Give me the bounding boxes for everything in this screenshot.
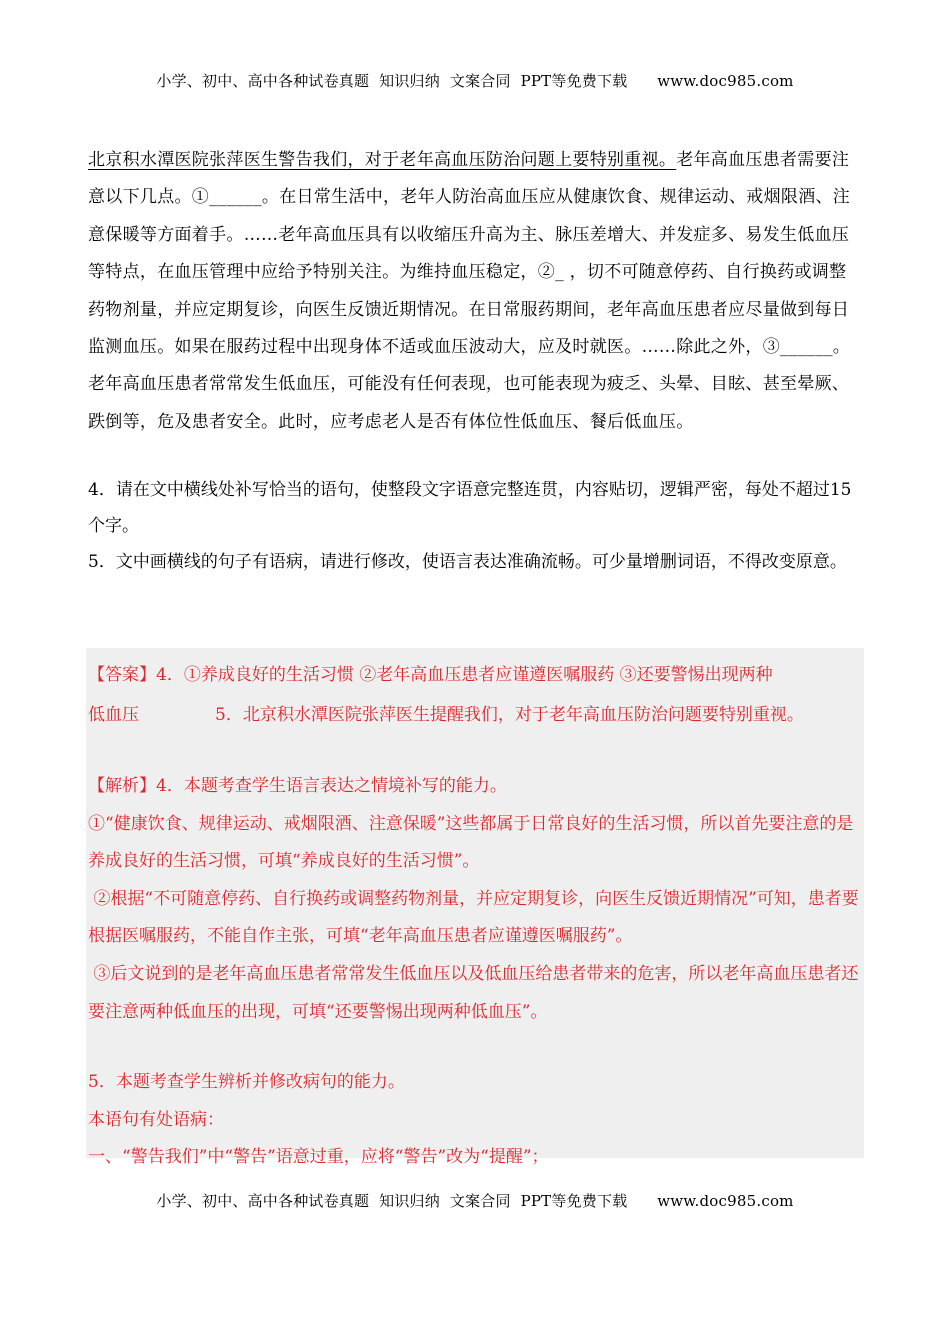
answer-line-2: [88, 695, 878, 735]
underlined-sentence: 北京积水潭医院张萍医生警告我们，对于老年高血压防治问题上要特别重视。: [88, 150, 677, 170]
answer-q5: 5．北京积水潭医院张萍医生提醒我们，对于老年高血压防治问题要特别重视。: [215, 705, 804, 725]
analysis-point-1: ①“健康饮食、规律运动、戒烟限酒、注意保暖”这些都属于日常良好的生活习惯，所以首先要注意的是养成良好的生活习惯，可填“养成良好的生活习惯”。: [88, 813, 854, 872]
analysis-point-2: ②根据“不可随意停药、自行换药或调整药物剂量，并应定期复诊，向医生反馈近期情况”可知，患者要根据医嘱服药，不能自作主张，可填“老年高血压患者应谨遵医嘱服药”。: [88, 888, 859, 947]
questions: [88, 472, 868, 580]
reading-passage: [88, 142, 863, 441]
question-5: 5．文中画横线的句子有语病，请进行修改，使语言表达准确流畅。可少量增删词语，不得改变原意。: [88, 552, 847, 572]
answer-line-2-start: 低血压: [88, 705, 139, 725]
page-header: 小学、初中、高中各种试卷真题 知识归纳 文案合同 PPT等免费下载 www.doc985.com: [156, 72, 794, 90]
question-4: 4．请在文中横线处补写恰当的语句，使整段文字语意完整连贯，内容贴切，逻辑严密，每处不超过15个字。: [88, 480, 852, 536]
passage-text: [88, 142, 863, 441]
analysis-section: [88, 768, 866, 1177]
answer-section: [88, 655, 878, 735]
page-footer: 小学、初中、高中各种试卷真题 知识归纳 文案合同 PPT等免费下载 www.doc985.com: [156, 1192, 794, 1210]
analysis-point-3: ③后文说到的是老年高血压患者常常发生低血压以及低血压给患者带来的危害，所以老年高血压患者还要注意两种低血压的出现，可填“还要警惕出现两种低血压”。: [88, 963, 859, 1022]
analysis-q5-item-1: 一、“警告我们”中“警告”语意过重，应将“警告”改为“提醒”；: [88, 1147, 549, 1168]
passage-body: 老年高血压患者需要注意以下几点。①______。在日常生活中，老年人防治高血压应从健康饮食、规律运动、戒烟限酒、注意保暖等方面着手。……老年高血压具有以收缩压升高为主、脉压差增大、并发症多、易发生低血压等特点，在血压管理中应给予特别关注。为维持血压稳定，②_ ，切不可随意停药、自行换药或调整药物剂量，并应定期复诊，向医生反馈近期情况。在日常服药期间，老年高血压患者应尽量做到每日监测血压。如果在服药过程中出现身体不适或血压波动大，应及时就医。……除此之外，③______。老年高血压患者常常发生低血压，可能没有任何表现，也可能表现为疲乏、头晕、目眩、甚至晕厥、跌倒等，危及患者安全。此时，应考虑老人是否有体位性低血压、餐后低血压。: [88, 150, 851, 432]
answer-line-1: 【答案】4．①养成良好的生活习惯 ②老年高血压患者应谨遵医嘱服药 ③还要警惕出现两种: [88, 665, 773, 685]
analysis-q5-title: 5．本题考查学生辨析并修改病句的能力。: [88, 1072, 405, 1093]
analysis-q5-intro: 本语句有处语病：: [88, 1109, 224, 1130]
analysis-title: 【解析】4．本题考查学生语言表达之情境补写的能力。: [88, 776, 507, 796]
